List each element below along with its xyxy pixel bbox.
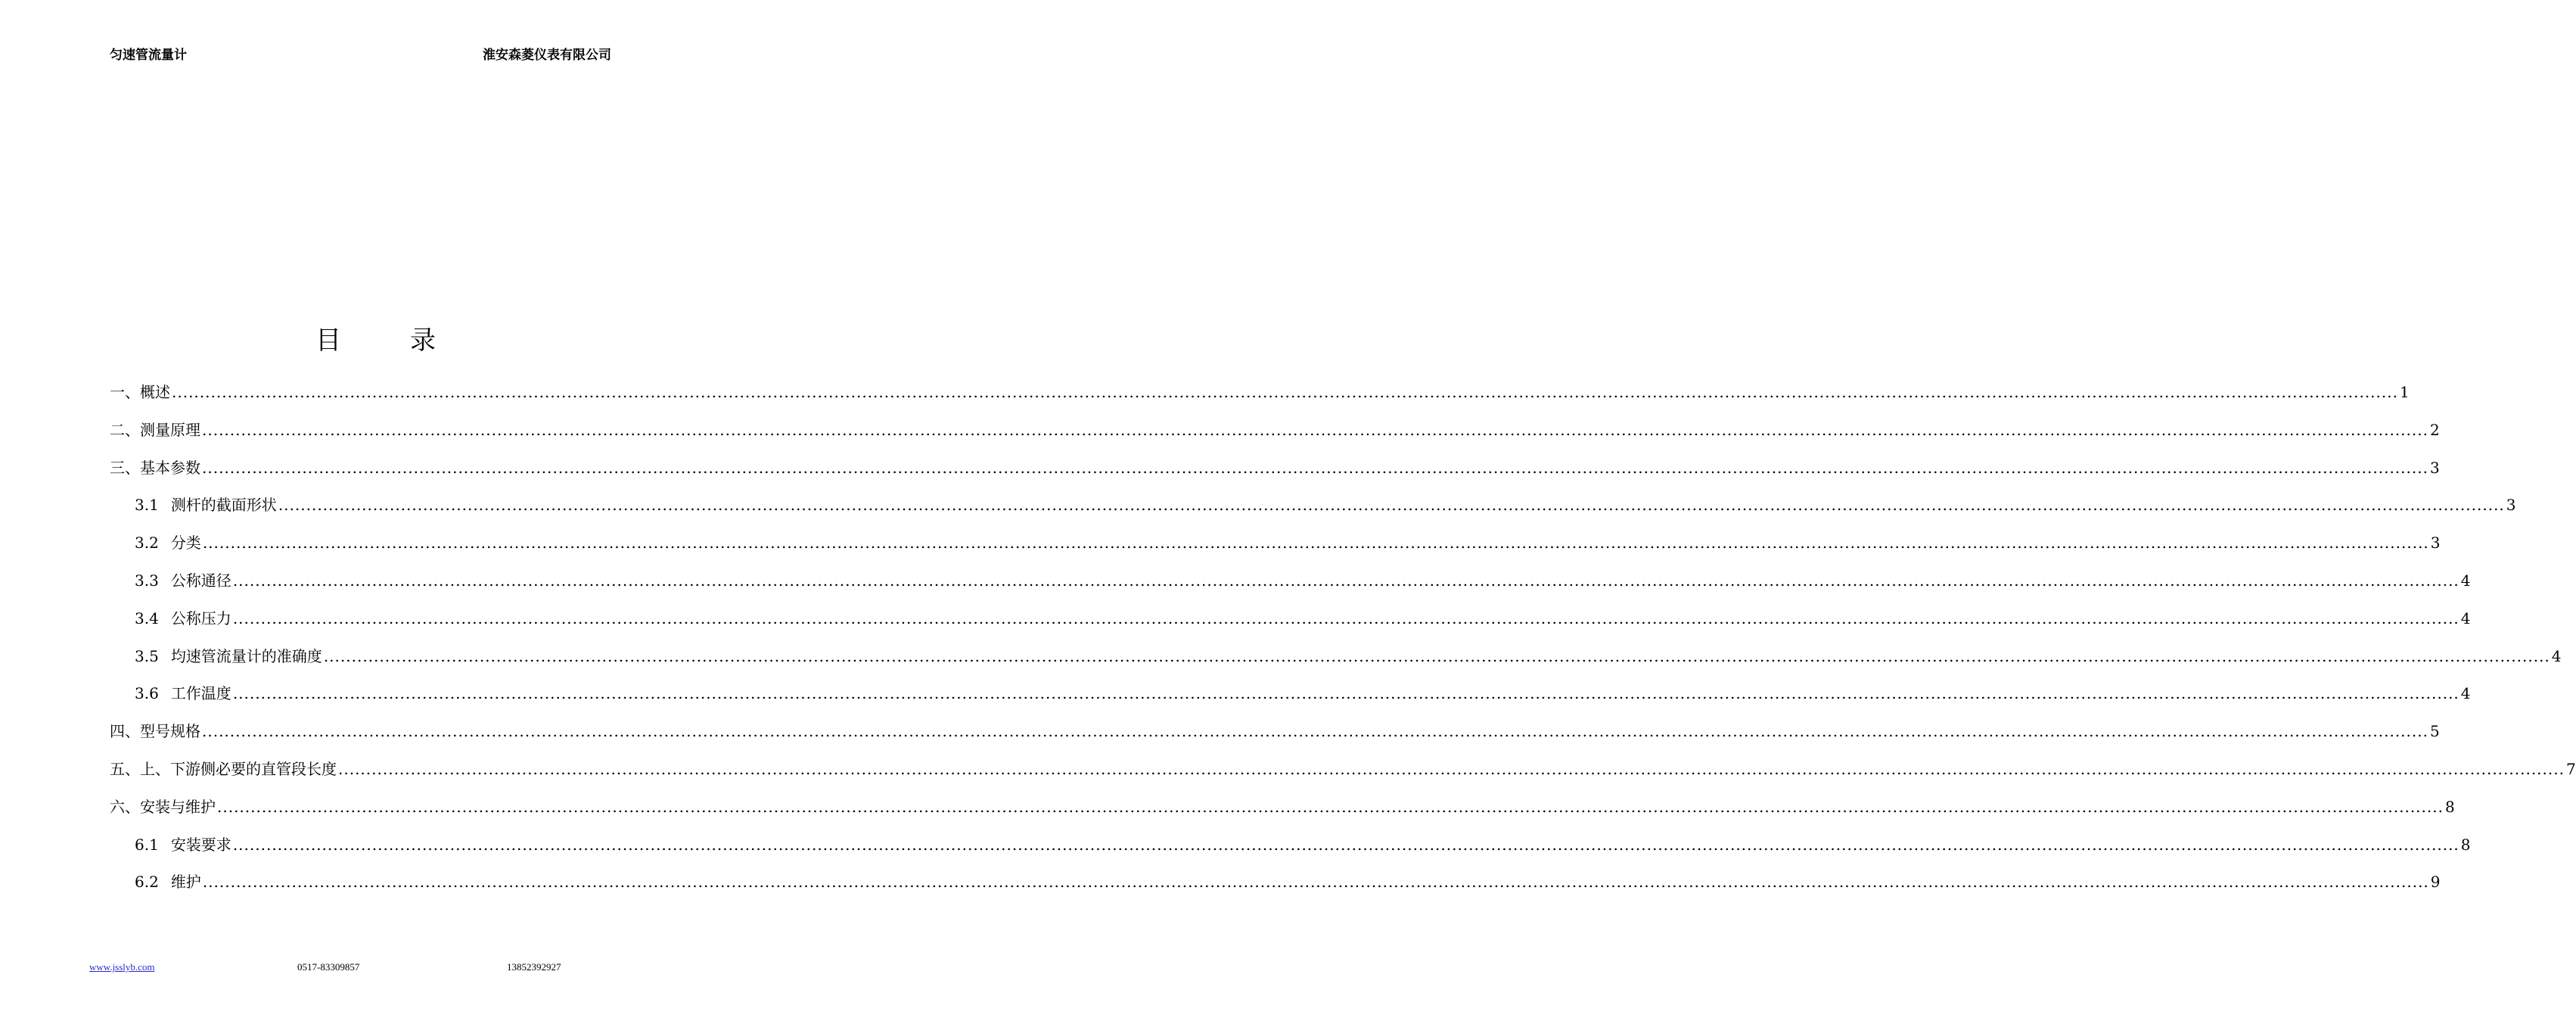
- toc-entry-label: 公称压力: [170, 609, 231, 627]
- toc-entry-line: [135, 567, 2471, 594]
- toc-leader-dots: ................................................................................................................................................................................................................................................................................................................................................................................................................: [202, 420, 2428, 439]
- toc-entry-page: 4: [2551, 646, 2562, 665]
- toc-entry-label: 测杆的截面形状: [170, 496, 277, 515]
- toc-entry-page: 5: [2429, 722, 2440, 741]
- toc-entry-label: 维护: [170, 873, 201, 892]
- toc-title: [0, 319, 719, 357]
- toc-title-char-1: 目: [315, 325, 341, 356]
- toc-entry-line: [135, 605, 2471, 632]
- toc-title-char-2: 录: [410, 325, 436, 356]
- toc-entry-line: [110, 454, 2440, 481]
- toc-leader-dots: ................................................................................................................................................................................................................................................................................................................................................................................................................: [232, 609, 2459, 627]
- toc-entry-line: [110, 718, 2440, 745]
- toc-entry-page: 7: [2565, 760, 2576, 778]
- toc-entry-page: 4: [2460, 571, 2471, 590]
- toc-entry-label: 上、下游侧必要的直管段长度: [140, 760, 337, 778]
- toc-entry-line: [135, 680, 2471, 707]
- toc-leader-dots: ................................................................................................................................................................................................................................................................................................................................................................................................................: [232, 835, 2459, 854]
- toc-entry-line: [110, 378, 2410, 406]
- toc-entry-line: [135, 643, 2562, 670]
- toc-entry-line: [110, 755, 2576, 783]
- toc-entry[interactable]: [0, 643, 2562, 670]
- toc-entry-number: 二、: [110, 420, 140, 439]
- toc-entry[interactable]: [0, 491, 2516, 518]
- toc-entry[interactable]: [0, 567, 2471, 594]
- header-product-name: 匀速管流量计: [110, 48, 187, 63]
- toc-entry-line: [135, 868, 2441, 895]
- toc-entry-page: 1: [2399, 383, 2410, 401]
- toc-entry-label: 安装与维护: [140, 797, 216, 816]
- page-footer: [0, 961, 719, 976]
- toc-entry-label: 测量原理: [140, 420, 200, 439]
- toc-entry[interactable]: [0, 718, 2440, 745]
- toc-leader-dots: ................................................................................................................................................................................................................................................................................................................................................................................................................: [202, 458, 2428, 477]
- footer-website-link[interactable]: www.jsslyb.com: [89, 961, 155, 973]
- toc-entry[interactable]: [0, 605, 2471, 632]
- toc-leader-dots: ................................................................................................................................................................................................................................................................................................................................................................................................................: [202, 534, 2429, 553]
- toc-entry-number: 6.1: [135, 835, 159, 854]
- toc-entry-line: [135, 831, 2471, 858]
- toc-entry-page: 3: [2506, 496, 2516, 515]
- page-header: [110, 44, 611, 62]
- toc-entry-number: 3.2: [135, 534, 159, 553]
- toc-entry-line: [110, 793, 2455, 820]
- toc-entry-number: 3.6: [135, 684, 159, 703]
- toc-entry-label: 工作温度: [170, 684, 231, 703]
- toc-entry-number: 三、: [110, 458, 140, 477]
- toc-entry-label: 均速管流量计的准确度: [170, 646, 322, 665]
- toc-leader-dots: ................................................................................................................................................................................................................................................................................................................................................................................................................: [323, 646, 2550, 665]
- toc-entry[interactable]: [0, 529, 2441, 556]
- toc-leader-dots: ................................................................................................................................................................................................................................................................................................................................................................................................................: [172, 383, 2398, 401]
- toc-leader-dots: ................................................................................................................................................................................................................................................................................................................................................................................................................: [232, 571, 2459, 590]
- toc-entry-page: 8: [2460, 835, 2471, 854]
- toc-entry[interactable]: [0, 454, 2440, 481]
- footer-mobile: 13852392927: [507, 961, 561, 973]
- toc-leader-dots: ................................................................................................................................................................................................................................................................................................................................................................................................................: [232, 684, 2459, 703]
- toc-entry-page: 8: [2444, 797, 2455, 816]
- toc-entry[interactable]: [0, 793, 2455, 820]
- toc-entry-number: 六、: [110, 797, 140, 816]
- toc-entry-label: 安装要求: [170, 835, 231, 854]
- toc-leader-dots: ................................................................................................................................................................................................................................................................................................................................................................................................................: [217, 797, 2444, 816]
- toc-entry[interactable]: [0, 680, 2471, 707]
- header-company-name: 淮安森菱仪表有限公司: [483, 48, 611, 63]
- toc-entry-number: 五、: [110, 760, 140, 778]
- toc-entry-label: 分类: [170, 534, 201, 553]
- toc-entry-label: 公称通径: [170, 571, 231, 590]
- toc-entry-number: 3.1: [135, 496, 159, 515]
- toc-entry-number: 一、: [110, 383, 140, 401]
- toc-entry-label: 基本参数: [140, 458, 200, 477]
- toc-entry-line: [135, 529, 2441, 556]
- toc-entry[interactable]: [0, 378, 2410, 406]
- toc-entry-line: [110, 416, 2440, 444]
- toc-entry-page: 2: [2429, 420, 2440, 439]
- toc-entry-number: 四、: [110, 722, 140, 741]
- toc-entry-line: [135, 491, 2516, 518]
- toc-entry-label: 型号规格: [140, 722, 200, 741]
- toc-entry-number: 6.2: [135, 873, 159, 892]
- toc-entry-page: 3: [2429, 458, 2440, 477]
- toc-entry-page: 9: [2430, 873, 2441, 892]
- toc-entry[interactable]: [0, 831, 2471, 858]
- toc-entry-page: 3: [2430, 534, 2441, 553]
- toc-entry-number: 3.3: [135, 571, 159, 590]
- toc-entry-number: 3.5: [135, 646, 159, 665]
- toc-leader-dots: ................................................................................................................................................................................................................................................................................................................................................................................................................: [202, 722, 2428, 741]
- toc-entry[interactable]: [0, 755, 2576, 783]
- toc-leader-dots: ................................................................................................................................................................................................................................................................................................................................................................................................................: [202, 873, 2429, 892]
- toc-entry-number: 3.4: [135, 609, 159, 627]
- toc-entry[interactable]: [0, 416, 2440, 444]
- toc-entry[interactable]: [0, 868, 2441, 895]
- footer-phone: 0517-83309857: [297, 961, 360, 973]
- toc-entry-page: 4: [2460, 609, 2471, 627]
- toc-entry-label: 概述: [140, 383, 170, 401]
- toc-leader-dots: ................................................................................................................................................................................................................................................................................................................................................................................................................: [278, 496, 2505, 515]
- toc-entry-page: 4: [2460, 684, 2471, 703]
- toc-leader-dots: ................................................................................................................................................................................................................................................................................................................................................................................................................: [338, 760, 2565, 778]
